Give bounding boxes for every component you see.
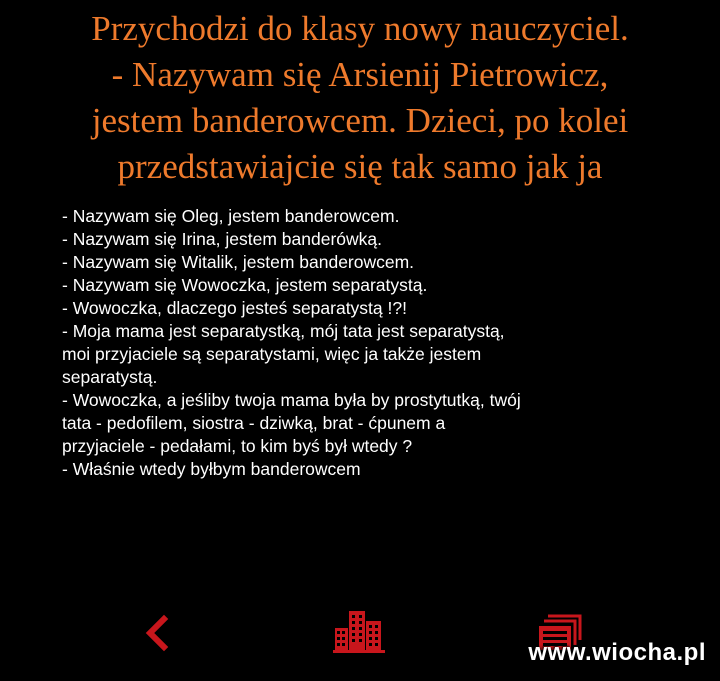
dialogue-line: - Nazywam się Oleg, jestem banderowcem. — [62, 206, 400, 226]
dialogue-line: - Nazywam się Wowoczka, jestem separatystą. — [62, 275, 428, 295]
heading-line: Przychodzi do klasy nowy nauczyciel. — [91, 9, 629, 48]
home-button[interactable] — [332, 606, 388, 661]
dialogue-line: przyjaciele - pedałami, to kim byś był wtedy ? — [62, 436, 413, 456]
heading-line: przedstawiajcie się tak samo jak ja — [117, 147, 603, 186]
dialogue-line: tata - pedofilem, siostra - dziwką, brat - ćpunem a — [62, 413, 446, 433]
dialogue-line: separatystą. — [62, 367, 158, 387]
dialogue-line: - Moja mama jest separatystką, mój tata jest separatystą, — [62, 321, 505, 341]
dialogue-line: - Właśnie wtedy byłbym banderowcem — [62, 459, 361, 479]
dialogue-line: - Wowoczka, a jeśliby twoja mama była by prostytutką, twój — [62, 390, 521, 410]
joke-heading — [0, 6, 720, 190]
dialogue-line: moi przyjaciele są separatystami, więc ja także jestem — [62, 344, 482, 364]
buildings-icon — [332, 606, 388, 661]
heading-line: - Nazywam się Arsienij Pietrowicz, — [111, 55, 609, 94]
dialogue-line: - Wowoczka, dlaczego jesteś separatystą !?! — [62, 298, 407, 318]
dialogue-line: - Nazywam się Witalik, jestem banderowcem. — [62, 252, 415, 272]
dialogue-text — [62, 205, 682, 481]
dialogue-line: - Nazywam się Irina, jestem banderówką. — [62, 229, 382, 249]
heading-line: jestem banderowcem. Dzieci, po kolei — [91, 101, 629, 140]
chevron-left-icon — [138, 606, 178, 661]
back-button[interactable] — [138, 606, 178, 661]
site-watermark: www.wiocha.pl — [528, 639, 706, 666]
